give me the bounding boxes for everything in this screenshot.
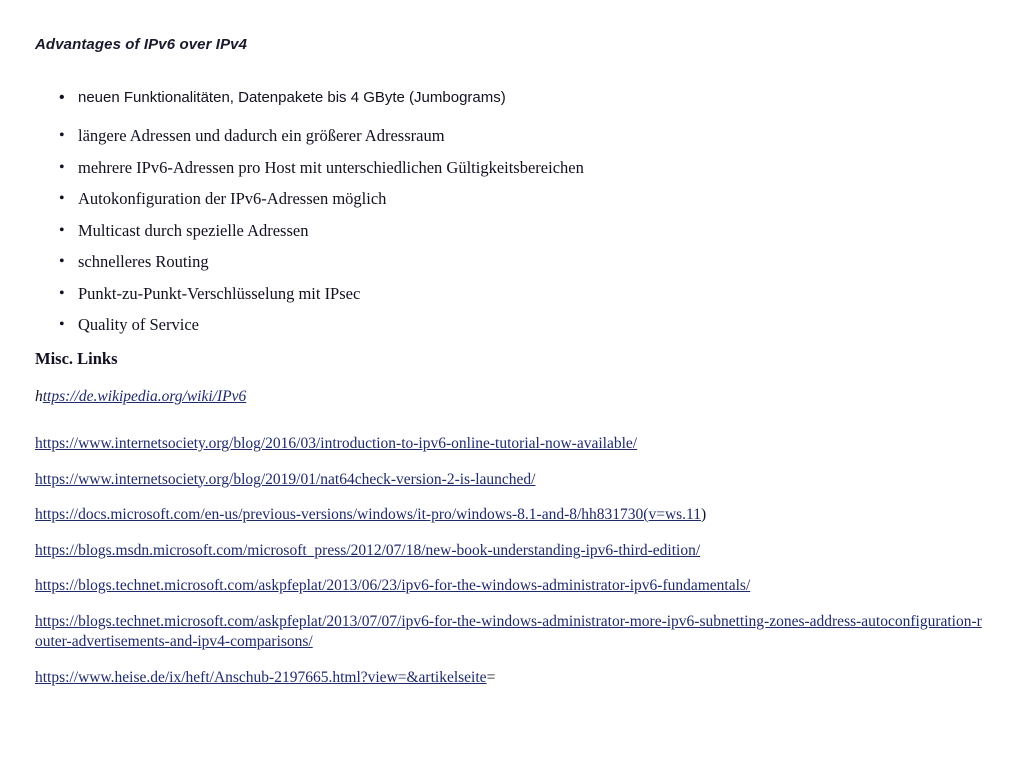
bullet-marker: • <box>59 221 65 239</box>
list-item <box>35 470 985 489</box>
link-wikipedia-ipv6[interactable]: ttps://de.wikipedia.org/wiki/IPv6 <box>42 388 247 405</box>
list-item-label: längere Adressen und dadurch ein größerer Adressraum <box>78 126 445 145</box>
link-heise-anschub[interactable]: https://www.heise.de/ix/heft/Anschub-2197665.html?view=&artikelseite <box>35 669 487 686</box>
bullet-marker: • <box>59 89 65 106</box>
link-internetsociety-nat64check[interactable]: https://www.internetsociety.org/blog/2019/01/nat64check-version-2-is-launched/ <box>35 470 536 488</box>
list-item <box>35 158 965 178</box>
link-docs-microsoft-hh831730[interactable]: https://docs.microsoft.com/en-us/previous-versions/windows/it-pro/windows-8.1-and-8/hh831730(v=ws.11 <box>35 506 701 523</box>
link-lead-char: h <box>35 388 43 405</box>
bullet-marker: • <box>59 158 65 176</box>
list-item <box>35 189 965 209</box>
list-item <box>35 387 985 406</box>
bullet-marker: • <box>59 253 65 270</box>
list-item <box>35 126 965 146</box>
bullet-marker: • <box>59 127 65 144</box>
link-internetsociety-tutorial[interactable]: https://www.internetsociety.org/blog/2016/03/introduction-to-ipv6-online-tutorial-now-available/ <box>35 435 638 452</box>
list-item <box>35 576 985 595</box>
list-item <box>35 612 985 652</box>
list-item-label: mehrere IPv6-Adressen pro Host mit unterschiedlichen Gültigkeitsbereichen <box>78 157 584 177</box>
list-item-label: neuen Funktionalitäten, Datenpakete bis 4 GByte (Jumbograms) <box>78 89 506 106</box>
list-item-label: Autokonfiguration der IPv6-Adressen möglich <box>78 189 387 208</box>
page-title: Advantages of IPv6 over IPv4 <box>35 36 248 53</box>
list-item-label: Quality of Service <box>78 315 199 334</box>
list-item-label: Punkt-zu-Punkt-Verschlüsselung mit IPsec <box>78 283 361 303</box>
bullet-marker: • <box>59 284 65 302</box>
link-suffix: ) <box>701 506 707 523</box>
list-item <box>35 315 965 335</box>
bullet-marker: • <box>59 190 65 207</box>
link-suffix: = <box>486 669 496 686</box>
list-item <box>35 221 965 241</box>
list-item <box>35 541 985 560</box>
list-item <box>35 284 965 304</box>
list-item <box>35 668 985 687</box>
advantages-list <box>35 88 965 347</box>
bullet-marker: • <box>59 316 65 333</box>
list-item-label: schnelleres Routing <box>78 252 209 271</box>
list-item <box>35 434 985 453</box>
list-item-label: Multicast durch spezielle Adressen <box>78 220 309 240</box>
links-list <box>35 387 985 704</box>
section-heading-misc-links: Misc. Links <box>35 349 118 368</box>
link-technet-ipv6-subnetting[interactable]: https://blogs.technet.microsoft.com/askpfeplat/2013/07/07/ipv6-for-the-windows-administrator-more-ipv6-subnetting-zones-address-autoconfiguration-router-advertisements-and-ipv4-comparisons/ <box>35 612 982 650</box>
link-msdn-understanding-ipv6[interactable]: https://blogs.msdn.microsoft.com/microsoft_press/2012/07/18/new-book-understanding-ipv6-third-edition/ <box>35 541 701 559</box>
link-technet-ipv6-fundamentals[interactable]: https://blogs.technet.microsoft.com/askpfeplat/2013/06/23/ipv6-for-the-windows-administrator-ipv6-fundamentals/ <box>35 577 751 594</box>
list-item <box>35 252 965 272</box>
list-item <box>35 505 985 524</box>
list-item <box>35 88 965 108</box>
